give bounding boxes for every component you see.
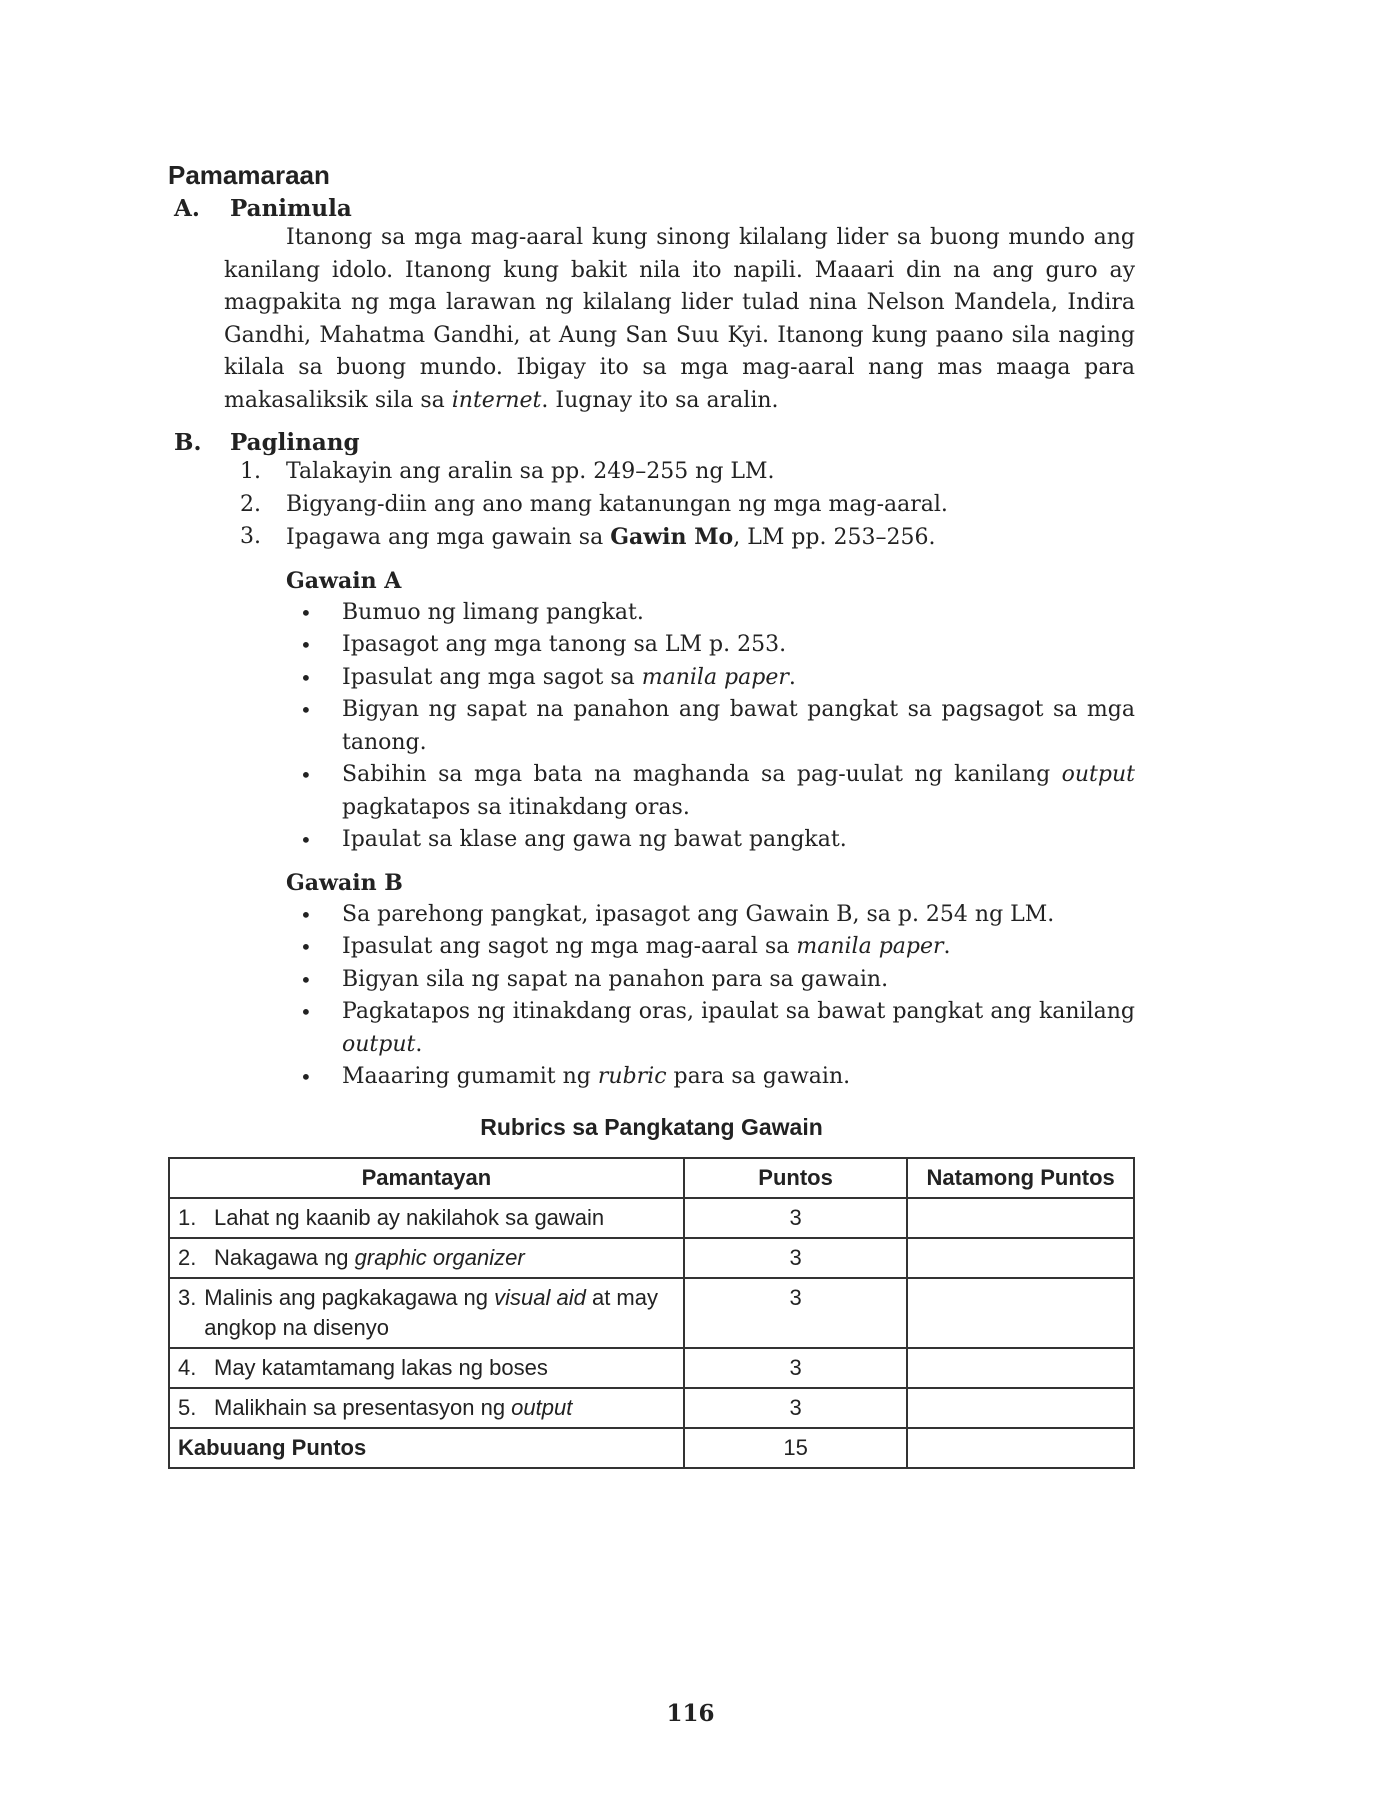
text: Sa parehong pangkat, ipasagot ang Gawain B, sa p. 254 ng LM. <box>342 901 1055 927</box>
text: Ipasulat ang mga sagot sa <box>342 664 642 690</box>
item-text <box>342 964 1135 997</box>
italic-text: graphic organizer <box>354 1244 525 1270</box>
text: . <box>788 664 796 690</box>
item-text <box>342 931 1135 964</box>
page-content <box>168 160 1135 1469</box>
item-text <box>342 662 1135 695</box>
item-text: Bigyang-diin ang ano mang katanungan ng mga mag-aaral. <box>286 491 948 517</box>
page-number: 116 <box>666 1700 715 1727</box>
text: Bumuo ng limang pangkat. <box>342 599 644 625</box>
text: Bigyan ng sapat na panahon ang bawat pangkat sa pagsagot sa mga tanong. <box>342 697 1135 755</box>
criteria-cell <box>169 1238 684 1278</box>
intro-paragraph <box>224 222 1135 417</box>
criteria-cell <box>169 1348 684 1388</box>
section-letter: B. <box>174 429 202 456</box>
item-text <box>342 1061 1135 1094</box>
table-row <box>169 1198 1134 1238</box>
earned-points-cell[interactable] <box>907 1198 1134 1238</box>
earned-points-cell[interactable] <box>907 1278 1134 1348</box>
criteria-text <box>214 1203 604 1233</box>
header-earned-points: Natamong Puntos <box>907 1158 1134 1198</box>
text: Ipaulat sa klase ang gawa ng bawat pangkat. <box>342 827 847 852</box>
text: para sa gawain. <box>666 1064 851 1089</box>
gawain-b-heading: Gawain B <box>286 869 403 896</box>
item-text <box>342 629 1135 662</box>
list-item <box>300 931 1135 964</box>
table-caption: Rubrics sa Pangkatang Gawain <box>480 1113 823 1140</box>
bullet-icon: • <box>300 665 312 690</box>
criteria-cell <box>169 1388 684 1428</box>
text: . Iugnay ito sa aralin. <box>541 387 779 413</box>
item-number: 3. <box>240 524 261 549</box>
text: , LM pp. 253–256. <box>733 525 936 550</box>
item-text: Talakayin ang aralin sa pp. 249–255 ng LM. <box>286 459 775 484</box>
text: . <box>415 1031 423 1057</box>
section-letter: A. <box>174 195 200 222</box>
item-text <box>342 759 1135 824</box>
list-item <box>240 489 1135 522</box>
text: May katamtamang lakas ng boses <box>214 1354 548 1380</box>
criteria-text <box>214 1353 548 1383</box>
header-points: Puntos <box>684 1158 908 1198</box>
criteria <box>178 1203 675 1233</box>
list-item <box>300 629 1135 662</box>
bullet-icon: • <box>300 633 312 657</box>
text: . <box>943 934 951 959</box>
text: Malinis ang pagkakagawa ng <box>204 1284 495 1310</box>
text: Maaaring gumamit ng <box>342 1064 598 1089</box>
criteria-cell <box>169 1198 684 1238</box>
table-row <box>169 1388 1134 1428</box>
steps-list <box>168 456 1135 555</box>
text: Ipagawa ang mga gawain sa <box>286 525 611 550</box>
total-row <box>169 1428 1134 1468</box>
bullet-icon: • <box>300 935 312 959</box>
list-item <box>300 1061 1135 1094</box>
row-number: 5. <box>178 1394 197 1420</box>
text: Nakagawa ng <box>214 1244 355 1270</box>
text: Itanong sa mga mag-aaral kung sinong kilalang lider sa buong mundo ang kanilang idolo. Itanong kung bakit nila ito napili. Maaari din na ang guro ay magpakita ng mga larawan ng kilalang lider tulad nina Nelson Mandela, Indira Gandhi, Mahatma Gandhi, at Aung San Suu Kyi. Itanong kung paano sila naging kilala sa buong mundo. Ibigay ito sa mga mag-aaral nang mas maaga para makasaliksik sila sa <box>224 225 1135 413</box>
text: Sabihin sa mga bata na maghanda sa pag-uulat ng kanilang <box>342 762 1062 787</box>
item-text <box>342 824 1135 857</box>
points-cell: 3 <box>684 1348 908 1388</box>
italic-text: visual aid <box>494 1284 586 1310</box>
criteria <box>178 1353 675 1383</box>
criteria <box>178 1283 675 1343</box>
list-item <box>240 521 1135 555</box>
item-number: 1. <box>240 459 261 484</box>
text: Ipasulat ang sagot ng mga mag-aaral sa <box>342 934 797 959</box>
item-text <box>286 521 935 555</box>
gawain-b-list <box>168 899 1135 1094</box>
points-cell: 3 <box>684 1198 908 1238</box>
header-criteria: Pamantayan <box>169 1158 684 1198</box>
bullet-icon: • <box>300 967 312 992</box>
list-item <box>300 662 1135 695</box>
bullet-icon: • <box>300 763 312 787</box>
list-item <box>300 694 1135 759</box>
section-a-heading <box>168 195 1135 222</box>
list-item <box>240 456 1135 489</box>
criteria-text <box>214 1243 525 1273</box>
gawain-a-heading: Gawain A <box>286 567 402 594</box>
earned-points-cell[interactable] <box>907 1428 1134 1468</box>
total-points: 15 <box>684 1428 908 1468</box>
bold-text: Gawin Mo <box>610 524 734 550</box>
gawain-a-list <box>168 597 1135 857</box>
item-text <box>342 597 1135 630</box>
italic-text: manila paper <box>641 664 789 690</box>
row-number: 2. <box>178 1244 197 1270</box>
earned-points-cell[interactable] <box>907 1348 1134 1388</box>
row-number: 3. <box>178 1284 197 1310</box>
row-number: 1. <box>178 1204 197 1230</box>
item-text <box>342 694 1135 759</box>
list-item <box>300 759 1135 824</box>
italic-text: output <box>1061 762 1135 787</box>
section-title: Paglinang <box>230 429 360 456</box>
bullet-icon: • <box>300 600 312 625</box>
criteria <box>178 1243 675 1273</box>
bullet-icon: • <box>300 828 312 852</box>
rubric-table <box>168 1157 1135 1469</box>
points-cell: 3 <box>684 1238 908 1278</box>
italic-text: manila paper <box>796 934 944 959</box>
italic-text: internet <box>451 387 542 413</box>
criteria-text <box>214 1393 572 1423</box>
total-label: Kabuuang Puntos <box>169 1428 684 1468</box>
item-text <box>342 996 1135 1061</box>
bullet-icon: • <box>300 1065 312 1089</box>
item-text <box>342 899 1135 932</box>
text: Bigyan sila ng sapat na panahon para sa gawain. <box>342 966 889 992</box>
text: Ipasagot ang mga tanong sa LM p. 253. <box>342 632 787 657</box>
list-item <box>300 964 1135 997</box>
criteria-cell <box>169 1278 684 1348</box>
text: Malikhain sa presentasyon ng <box>214 1394 512 1420</box>
table-header-row <box>169 1158 1134 1198</box>
text: pagkatapos sa itinakdang oras. <box>342 794 690 820</box>
item-number: 2. <box>240 491 261 517</box>
section-b-heading <box>168 429 1135 456</box>
italic-text: output <box>511 1394 573 1420</box>
section-title: Panimula <box>230 195 352 222</box>
table-row <box>169 1238 1134 1278</box>
italic-text: rubric <box>597 1064 667 1089</box>
list-item <box>300 899 1135 932</box>
bullet-icon: • <box>300 902 312 927</box>
earned-points-cell[interactable] <box>907 1388 1134 1428</box>
table-row <box>169 1348 1134 1388</box>
text: Lahat ng kaanib ay nakilahok sa gawain <box>214 1204 605 1230</box>
list-item <box>300 824 1135 857</box>
criteria <box>178 1393 675 1423</box>
list-item <box>300 996 1135 1061</box>
list-item <box>300 597 1135 630</box>
table-row <box>169 1278 1134 1348</box>
points-cell: 3 <box>684 1388 908 1428</box>
text: at may angkop na disenyo <box>204 1284 658 1340</box>
bullet-icon: • <box>300 698 312 722</box>
row-number: 4. <box>178 1354 197 1380</box>
text: Pagkatapos ng itinakdang oras, ipaulat sa bawat pangkat ang kanilang <box>342 999 1135 1024</box>
page-title: Pamamaraan <box>168 160 330 190</box>
italic-text: output <box>342 1031 416 1057</box>
criteria-text <box>204 1283 675 1343</box>
earned-points-cell[interactable] <box>907 1238 1134 1278</box>
points-cell: 3 <box>684 1278 908 1348</box>
bullet-icon: • <box>300 1000 312 1024</box>
